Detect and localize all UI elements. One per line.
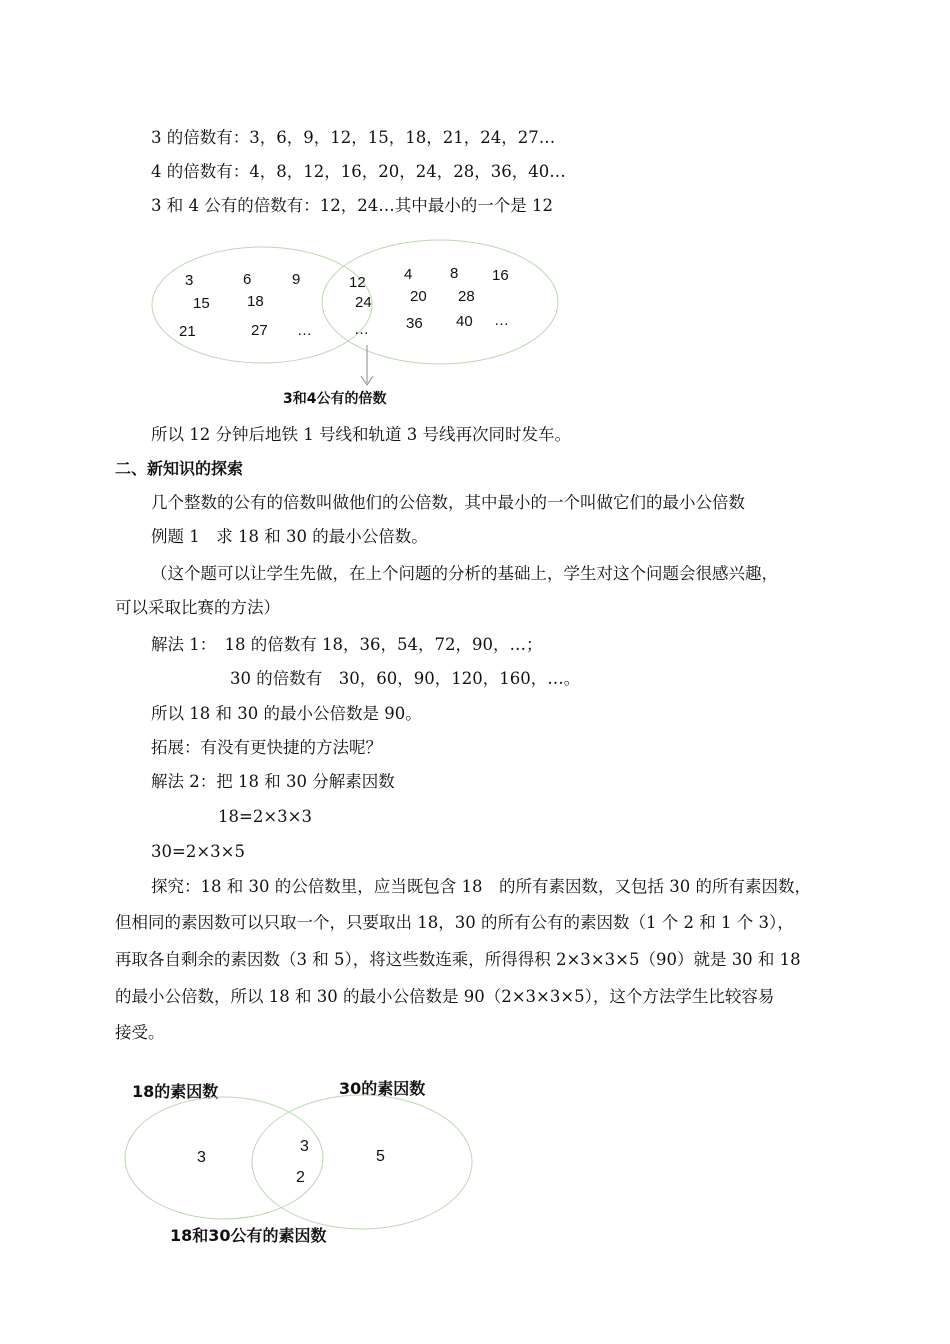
venn2-right-item: 5 xyxy=(376,1148,385,1165)
venn1-caption: 3和4公有的倍数 xyxy=(283,391,387,407)
exploration-line-3: 再取各自剩余的素因数（3 和 5），将这些数连乘，所得得积 2×3×3×5（90）就是 30 和 18 xyxy=(115,950,801,969)
venn1-middle-item: … xyxy=(354,321,369,338)
venn1-right-item: 36 xyxy=(406,315,423,332)
venn1-middle-item: 12 xyxy=(349,274,366,291)
method1-line-1: 解法 1： 18 的倍数有 18，36，54，72，90，…； xyxy=(151,635,543,654)
factorization-18-line: 18=2×3×3 xyxy=(218,807,312,826)
note-line-2: 可以采取比赛的方法） xyxy=(115,598,280,617)
section-heading: 二、新知识的探索 xyxy=(115,459,244,478)
venn1-right-item: 8 xyxy=(450,265,459,282)
venn2-middle-item: 3 xyxy=(300,1138,309,1155)
venn1-right-item: 20 xyxy=(410,288,427,305)
venn1-right-item: 4 xyxy=(404,266,413,283)
venn2-left-label: 18的素因数 xyxy=(132,1082,219,1101)
exploration-line-2: 但相同的素因数可以只取一个，只要取出 18，30 的所有公有的素因数（1 个 2 和 1 个 3）， xyxy=(115,913,794,932)
multiples-of-4-line: 4 的倍数有：4，8，12，16，20，24，28，36，40… xyxy=(151,162,566,181)
venn2-middle-item: 2 xyxy=(296,1169,305,1186)
note-line-1: （这个题可以让学生先做，在上个问题的分析的基础上，学生对这个问题会很感兴趣， xyxy=(151,564,778,583)
venn1-right-item: 40 xyxy=(456,313,473,330)
venn1-middle-item: 24 xyxy=(355,294,372,311)
definition-line: 几个整数的公有的倍数叫做他们的公倍数，其中最小的一个叫做它们的最小公倍数 xyxy=(151,493,745,512)
venn1-left-item: 6 xyxy=(243,271,252,288)
circle-prime-factors-30 xyxy=(252,1095,472,1229)
conclusion-line: 所以 12 分钟后地铁 1 号线和轨道 3 号线再次同时发车。 xyxy=(151,425,571,444)
venn1-left-item: 3 xyxy=(185,272,194,289)
venn1-left-item: 18 xyxy=(247,293,264,310)
extension-line: 拓展：有没有更快捷的方法呢？ xyxy=(151,738,382,757)
exploration-line-1: 探究：18 和 30 的公倍数里，应当既包含 18 的所有素因数，又包括 30 的所有素因数， xyxy=(151,877,811,896)
venn1-left-item: 9 xyxy=(292,271,301,288)
exploration-line-5: 接受。 xyxy=(115,1023,165,1042)
venn1-left-item: … xyxy=(297,322,312,339)
method2-line: 解法 2：把 18 和 30 分解素因数 xyxy=(151,772,395,791)
venn-prime-factors xyxy=(125,1079,472,1245)
circle-prime-factors-18 xyxy=(125,1097,323,1219)
venn1-left-item: 21 xyxy=(179,323,196,340)
method1-result-line: 所以 18 和 30 的最小公倍数是 90。 xyxy=(151,704,422,723)
venn1-right-item: 16 xyxy=(492,267,509,284)
venn1-left-item: 15 xyxy=(193,295,210,312)
method1-line-2: 30 的倍数有 30，60，90，120，160，…。 xyxy=(230,669,581,688)
venn1-right-item: … xyxy=(494,312,509,329)
venn2-right-label: 30的素因数 xyxy=(339,1079,426,1098)
common-multiples-line: 3 和 4 公有的倍数有：12，24…其中最小的一个是 12 xyxy=(151,196,553,215)
factorization-30-line: 30=2×3×5 xyxy=(151,842,245,861)
multiples-of-3-line: 3 的倍数有：3，6，9，12，15，18，21，24，27… xyxy=(151,128,556,147)
venn2-left-item: 3 xyxy=(197,1149,206,1166)
venn2-caption: 18和30公有的素因数 xyxy=(170,1226,327,1245)
venn1-right-item: 28 xyxy=(458,288,475,305)
venn-multiples xyxy=(152,240,558,407)
venn1-left-item: 27 xyxy=(251,322,268,339)
example-line: 例题 1 求 18 和 30 的最小公倍数。 xyxy=(151,527,428,546)
exploration-line-4: 的最小公倍数，所以 18 和 30 的最小公倍数是 90（2×3×3×5），这个方法学生比较容易 xyxy=(115,987,775,1006)
